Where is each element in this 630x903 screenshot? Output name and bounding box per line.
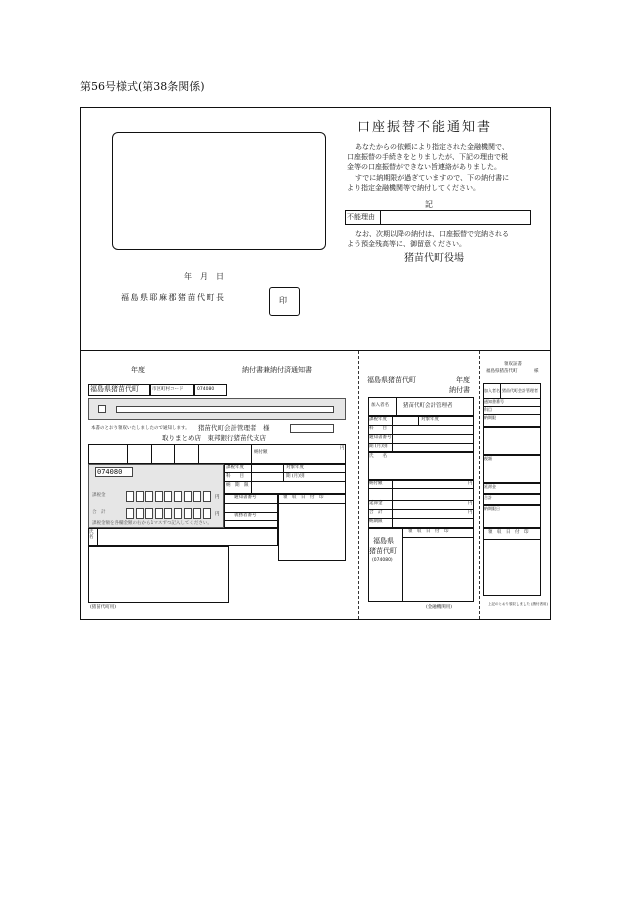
slip1-payee: 福島県猪苗代町 [90, 385, 139, 393]
slip2-foot: (金融機関用) [426, 605, 453, 610]
slip3-ryoushu: 領 収 日 付 印 [488, 530, 529, 535]
digit-box[interactable] [155, 508, 163, 519]
slip3-sub: 福島県猪苗代町 [486, 369, 518, 374]
slip1-treasurer: 猪苗代町会計管理者 様 [198, 424, 270, 432]
date-line: 年 月 日 [184, 272, 224, 281]
slip1-amount-label-1: 課税金 [92, 493, 106, 498]
perforation-2 [479, 351, 480, 619]
digit-box[interactable] [155, 491, 163, 502]
mayor-name: 福島県耶麻郡猪苗代町長 [121, 293, 226, 302]
notice-ki: 記 [425, 200, 433, 209]
digit-box[interactable] [174, 508, 182, 519]
slip1-nouki: 納付額 [254, 450, 268, 455]
slip2-nendo: 年度 [456, 376, 470, 384]
address-window [112, 132, 326, 250]
slip2-payee: 福島県猪苗代町 [367, 376, 416, 384]
notice-footer-1: なお、次期以降の納付は、口座振替で完納される [355, 230, 509, 238]
slip2-total: 合 計 [369, 510, 383, 515]
digit-box[interactable] [174, 491, 182, 502]
slip1-code: 074080 [197, 387, 215, 392]
slip2-stamp-1: 福島県 [373, 537, 394, 545]
slip2-kanyu: 加入者名 [371, 403, 389, 408]
slip2-stamp-3: (074080) [372, 558, 393, 563]
digit-box[interactable] [193, 491, 201, 502]
notice-body-4: すでに納期限が過ぎていますので、下の納付書に [355, 174, 510, 182]
digit-box[interactable] [126, 508, 134, 519]
form-number: 第56号様式(第38条関係) [80, 80, 205, 93]
notice-body-5: より指定金融機関等で納付してください。 [347, 184, 480, 192]
slip2-kind: 納付書 [449, 386, 470, 394]
slip1-foot: (猪苗代町用) [90, 605, 117, 610]
office-name: 猪苗代町役場 [404, 253, 464, 264]
slip3-title: 領収証書 [504, 362, 522, 367]
slip1-field-taisho: 対象年度 [286, 465, 304, 470]
slip1-nendo: 年度 [131, 366, 145, 374]
digit-box[interactable] [145, 491, 153, 502]
digit-box[interactable] [136, 491, 144, 502]
slip1-note: 課税金額を各欄金額の右から1マスずつ記入してください。 [92, 521, 212, 526]
slip1-field-kamoku: 科 目 [226, 474, 244, 479]
notice-body-1: あなたからの依頼により指定された金融機関で、 [355, 143, 509, 151]
slip1-code-box: 074080 [97, 468, 123, 476]
seal-mark: 印 [279, 296, 287, 305]
slip2-tax: 延滞金 [369, 501, 383, 506]
slip1-ryoushu: 領 収 日 付 印 [283, 495, 324, 500]
slip2-taisho: 対象年度 [421, 417, 439, 422]
slip1-field-kibetsu: 期 (月)別 [286, 474, 305, 479]
digit-box[interactable] [126, 491, 134, 502]
digit-box[interactable] [184, 508, 192, 519]
slip1-title: 納付書兼納付済通知書 [242, 366, 312, 374]
slip3-kata: 様 [534, 369, 539, 374]
slip3-kanyu-val: 猪苗代町会計管理者 [502, 388, 538, 393]
digit-box[interactable] [145, 508, 153, 519]
notice-body-2: 口座振替の手続きをとりましたが、下記の理由で税 [347, 153, 508, 161]
slip1-address-box [88, 546, 229, 603]
slip2-stamp-2: 猪苗代町 [369, 547, 397, 555]
slip3-foot: 上記のとおり領収しました (納付者用) [488, 602, 548, 606]
slip1-notice-line: 本書のとおり領収いたしましたので通知します。 [91, 426, 190, 431]
digit-box[interactable] [193, 508, 201, 519]
slip1-agent: 取りまとめ店 東邦銀行猪苗代支店 [162, 434, 266, 442]
digit-box[interactable] [203, 508, 211, 519]
slip1-gimusha: 義務者番号 [234, 513, 257, 518]
slip2-ryoushu: 領 収 日 付 印 [408, 529, 449, 534]
slip2-nouki: 納付額 [369, 481, 383, 486]
notice-body-3: 金等の口座振替ができない旨連絡がありました。 [347, 163, 501, 171]
reason-label: 不能理由 [347, 213, 375, 221]
slip1-name: 氏名 [89, 530, 94, 540]
slip1-stamp-box [278, 494, 346, 561]
digit-box[interactable] [164, 491, 172, 502]
slip1-code-label: 市区町村コード [152, 387, 184, 392]
digit-box[interactable] [203, 491, 211, 502]
divider-horizontal [80, 350, 551, 351]
slip1-amount-label-2: 合 計 [92, 510, 106, 515]
slip1-yen: 円 [340, 446, 345, 451]
digit-box[interactable] [164, 508, 172, 519]
digit-box[interactable] [136, 508, 144, 519]
digit-box[interactable] [184, 491, 192, 502]
slip2-kanyu-val: 猪苗代町会計管理者 [403, 403, 453, 409]
perforation-1 [358, 351, 359, 619]
slip2-due: 納期限 [369, 519, 383, 524]
slip1-tsuchi: 通知書番号 [234, 495, 257, 500]
slip1-field-noukigen: 納 期 限 [226, 483, 249, 488]
notice-footer-2: よう預金残高等に、御留意ください。 [347, 240, 466, 248]
notice-title: 口座振替不能通知書 [357, 120, 493, 135]
slip1-field-kazei: 課税年度 [226, 465, 244, 470]
